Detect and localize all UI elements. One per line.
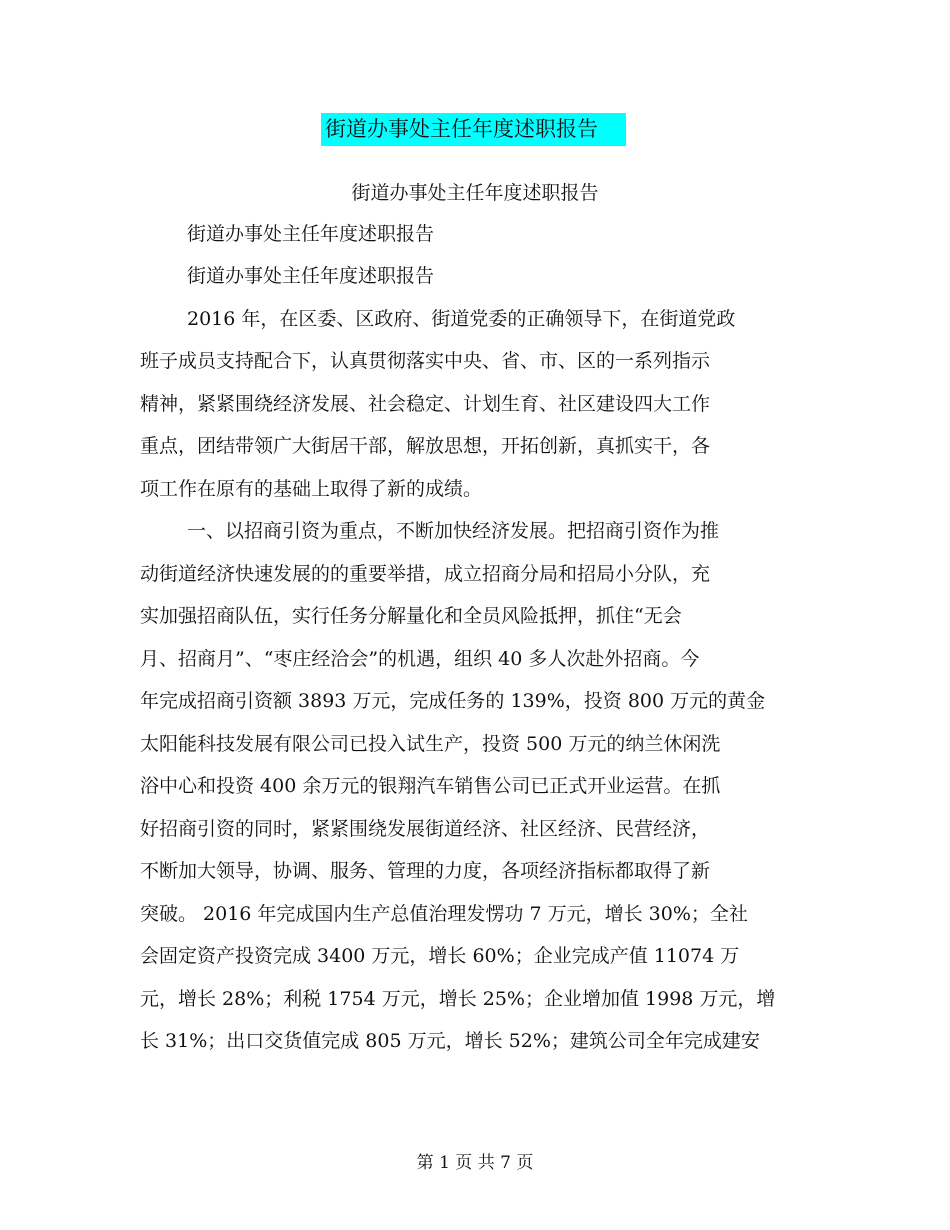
paragraph-line: 元，增长 28%；利税 1754 万元，增长 25%；企业增加值 1998 万元，增: [140, 988, 776, 1010]
repeat-title-line: 街道办事处主任年度述职报告: [187, 265, 435, 287]
paragraph-line: 不断加大领导，协调、服务、管理的力度，各项经济指标都取得了新: [140, 860, 711, 882]
paragraph-line: 长 31%；出口交货值完成 805 万元，增长 52%；建筑公司全年完成建安: [140, 1030, 760, 1052]
paragraph-line: 年完成招商引资额 3893 万元，完成任务的 139%，投资 800 万元的黄金: [140, 690, 766, 712]
paragraph-line: 2016 年，在区委、区政府、街道党委的正确领导下，在街道党政: [187, 308, 736, 330]
paragraph-line: 动街道经济快速发展的的重要举措，成立招商分局和招局小分队，充: [140, 563, 711, 585]
paragraph-line: 班子成员支持配合下，认真贯彻落实中央、省、市、区的一系列指示: [140, 350, 711, 372]
document-title: 街道办事处主任年度述职报告: [321, 113, 626, 146]
paragraph-line: 实加强招商队伍，实行任务分解量化和全员风险抵押，抓住“无会: [140, 605, 682, 627]
document-subtitle: 街道办事处主任年度述职报告: [351, 182, 599, 204]
paragraph-line: 浴中心和投资 400 余万元的银翔汽车销售公司已正式开业运营。在抓: [140, 775, 721, 797]
paragraph-line: 太阳能科技发展有限公司已投入试生产，投资 500 万元的纳兰休闲洗: [140, 733, 721, 755]
paragraph-line: 项工作在原有的基础上取得了新的成绩。: [140, 478, 483, 500]
repeat-title-line: 街道办事处主任年度述职报告: [187, 223, 435, 245]
paragraph-line: 一、以招商引资为重点，不断加快经济发展。把招商引资作为推: [187, 520, 720, 542]
page-footer: 第 1 页 共 7 页: [416, 1153, 534, 1173]
paragraph-line: 精神，紧紧围绕经济发展、社会稳定、计划生育、社区建设四大工作: [140, 393, 711, 415]
paragraph-line: 月、招商月”、“枣庄经洽会”的机遇，组织 40 多人次赴外招商。今: [140, 648, 700, 670]
paragraph-line: 好招商引资的同时，紧紧围绕发展街道经济、社区经济、民营经济，: [140, 818, 711, 840]
paragraph-line: 会固定资产投资完成 3400 万元，增长 60%；企业完成产值 11074 万: [140, 945, 740, 967]
document-title-wrap: [0, 113, 950, 146]
paragraph-line: 突破。 2016 年完成国内生产总值治理发愣功 7 万元，增长 30%；全社: [140, 903, 748, 925]
paragraph-line: 重点，团结带领广大街居干部，解放思想，开拓创新，真抓实干，各: [140, 435, 711, 457]
